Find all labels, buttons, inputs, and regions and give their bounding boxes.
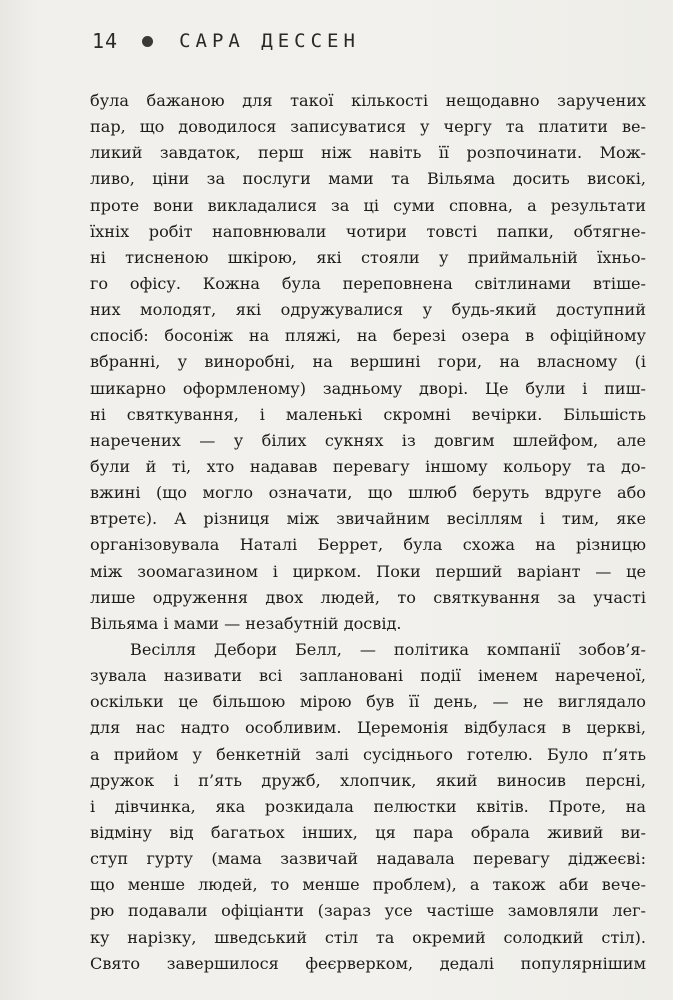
text-line: між зоомагазином і цирком. Поки перший варіант — це	[90, 561, 646, 581]
text-line: і дівчинка, яка розкидала пелюстки квітів. Проте, на	[90, 796, 646, 816]
text-line: ні тисненою шкірою, які стояли у приймальній їхньо-	[90, 247, 646, 267]
text-line: вбранні, у виноробні, на вершині гори, на власному (і	[90, 352, 646, 372]
body-text	[90, 88, 646, 977]
text-line: були й ті, хто надавав перевагу іншому кольору та до-	[90, 456, 646, 476]
text-line: для нас надто особливим. Церемонія відбулася в церкві,	[90, 718, 646, 738]
text-line: Вільяма і мами — незабутній досвід.	[90, 613, 402, 633]
text-line: організовувала Наталі Беррет, була схожа на різницю	[90, 535, 646, 555]
text-line: зувала називати всі заплановані події іменем нареченої,	[90, 666, 646, 686]
bullet-dot	[142, 36, 153, 47]
text-line: оскільки це більшою мірою був її день, — не виглядало	[90, 692, 646, 712]
text-line: а прийом у бенкетній залі сусіднього готелю. Було п’ять	[90, 744, 646, 764]
text-line: го офісу. Кожна була переповнена світлинами втіше-	[90, 273, 646, 293]
paragraph-2	[90, 637, 646, 977]
text-line: відміну від багатьох інших, ця пара обрала живий ви-	[90, 822, 646, 842]
text-line: ступ гурту (мама зазвичай надавала перевагу діджеєві:	[90, 849, 646, 869]
text-line: втретє). А різниця між звичайним весіллям і тим, яке	[90, 509, 646, 529]
text-line: шикарно оформленому) задньому дворі. Це були і пиш-	[90, 378, 646, 398]
text-line: їхніх робіт наповнювали чотири товсті папки, обтягне-	[90, 221, 646, 241]
text-line: вжині (що могло означати, що шлюб беруть вдруге або	[90, 483, 646, 503]
text-line: проте вони викладалися за ці суми сповна, а результати	[90, 195, 646, 215]
text-line: Весілля Дебори Белл, — політика компанії зобов’я-	[130, 639, 646, 659]
text-line: була бажаною для такої кількості нещодавно заручених	[90, 91, 646, 110]
text-line: ликий завдаток, перш ніж навіть її розпочинати. Мож-	[90, 143, 646, 163]
text-line: спосіб: босоніж на пляжі, на березі озера в офіційному	[90, 326, 646, 346]
running-head	[92, 28, 360, 54]
text-line: ні святкування, і маленькі скромні вечірки. Більшість	[90, 404, 646, 424]
author-name: САРА ДЕССЕН	[179, 30, 360, 52]
text-line: рю подавали офіціанти (зараз усе частіше замовляли лег-	[90, 901, 646, 921]
text-line: ку нарізку, шведський стіл та окремий солодкий стіл).	[90, 927, 646, 947]
text-line: Свято завершилося феєрверком, дедалі популярнішим	[90, 953, 646, 973]
text-line: дружок і п’ять дружб, хлопчик, який виносив персні,	[90, 770, 646, 790]
text-line: пар, що доводилося записуватися у чергу та платити ве-	[90, 117, 646, 137]
page-number: 14	[92, 29, 119, 53]
text-line: них молодят, які одружувалися у будь-який доступний	[90, 300, 646, 320]
text-line: лише одруження двох людей, то святкування за участі	[90, 587, 646, 607]
paragraph-1	[90, 88, 646, 637]
text-line: наречених — у білих сукнях із довгим шлейфом, але	[90, 430, 646, 450]
text-line: ливо, ціни за послуги мами та Вільяма досить високі,	[90, 169, 646, 189]
text-line: що менше людей, то менше проблем), а також аби вече-	[90, 875, 646, 895]
